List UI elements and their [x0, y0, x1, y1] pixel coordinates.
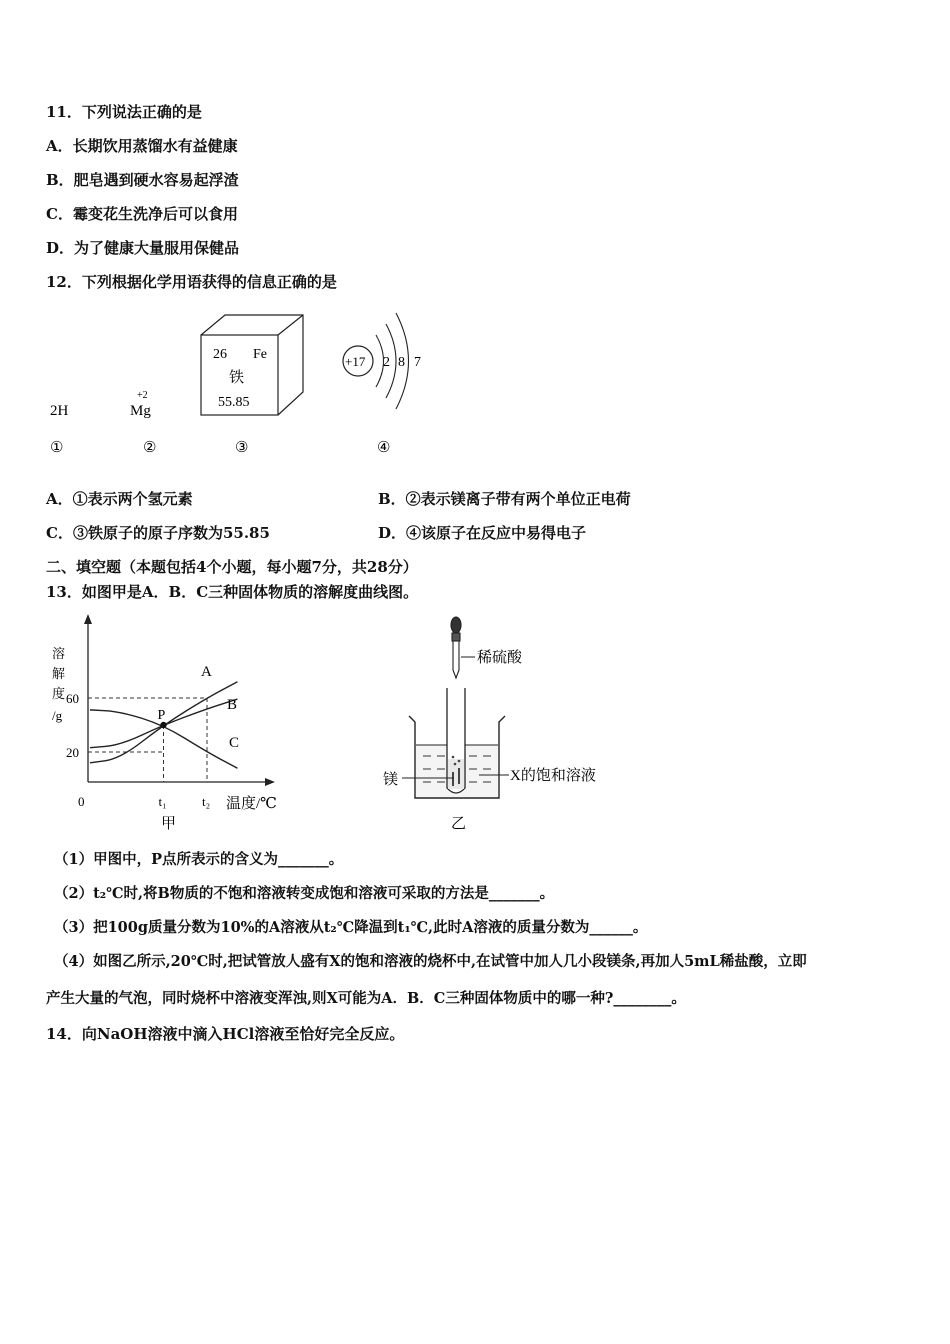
shell-count-3: 7	[414, 355, 421, 370]
q12-label-4: ④	[377, 440, 391, 456]
dropper	[451, 617, 461, 678]
q12-label-2: ②	[143, 440, 157, 456]
y-label-char-1: 溶	[52, 646, 66, 661]
q12-label-1: ①	[50, 440, 64, 456]
q13-part-1: （1）甲图中，P点所表示的含义为_______。	[54, 851, 344, 868]
periodic-cell-symbol: Fe	[253, 347, 267, 362]
metal-label: 镁	[383, 772, 399, 788]
q11-stem: 11．下列说法正确的是	[46, 103, 202, 121]
q14-stem: 14．向NaOH溶液中滴入HCl溶液至恰好完全反应。	[46, 1025, 405, 1043]
apparatus-figure	[375, 612, 620, 837]
q12-option-d: D．④该原子在反应中易得电子	[378, 524, 587, 542]
q12-item2-charge: +2	[137, 390, 148, 401]
q13-part-2: （2）t₂℃时,将B物质的不饱和溶液转变成饱和溶液可采取的方法是_______。	[54, 885, 555, 902]
x-tick-t1: t₁	[158, 794, 167, 809]
q12-option-a: A．①表示两个氢元素	[46, 490, 193, 508]
x-axis-arrow	[265, 778, 275, 786]
chart-caption: 甲	[161, 816, 177, 832]
apparatus-caption: 乙	[451, 816, 467, 832]
q13-part-4: （4）如图乙所示,20℃时,把试管放人盛有X的饱和溶液的烧杯中,在试管中加人几小段镁条,再加人5mL稀盐酸，立即	[54, 953, 807, 970]
curve-label-c: C	[229, 735, 240, 751]
q12-figure	[40, 300, 460, 465]
q12-label-3: ③	[235, 440, 249, 456]
periodic-cell	[201, 315, 303, 415]
q11-option-c: C．霉变花生洗净后可以食用	[46, 205, 238, 223]
y-tick-60: 60	[66, 691, 79, 706]
section-heading: 二、填空题（本题包括4个小题，每小题7分，共28分）	[46, 558, 418, 576]
periodic-cell-mass: 55.85	[218, 395, 250, 410]
nucleus-charge: +17	[345, 354, 366, 369]
y-axis-arrow	[84, 614, 92, 624]
q13-part-4-cont: 产生大量的气泡，同时烧杯中溶液变浑浊,则X可能为A．B．C三种固体物质中的哪一种?________。	[46, 990, 686, 1007]
y-label-char-3: 度	[52, 686, 66, 701]
solution-label: X的饱和溶液	[510, 768, 596, 784]
curve-label-a: A	[201, 664, 212, 680]
periodic-cell-number: 26	[213, 347, 227, 362]
q11-option-d: D．为了健康大量服用保健品	[46, 239, 240, 257]
origin-label: 0	[78, 794, 85, 809]
q12-item2-symbol: Mg	[130, 403, 151, 419]
q12-item1-text: 2H	[50, 403, 69, 419]
q13-stem: 13．如图甲是A．B．C三种固体物质的溶解度曲线图。	[46, 583, 419, 601]
periodic-cell-name: 铁	[229, 370, 245, 386]
q12-stem: 12．下列根据化学用语获得的信息正确的是	[46, 273, 337, 291]
solubility-chart	[40, 610, 290, 835]
y-label-char-2: 解	[52, 666, 66, 681]
q11-option-a: A．长期饮用蒸馏水有益健康	[46, 137, 238, 155]
shell-count-2: 8	[398, 355, 405, 370]
y-label-char-4: /g	[52, 708, 63, 723]
q13-part-3: （3）把100g质量分数为10%的A溶液从t₂℃降温到t₁℃,此时A溶液的质量分数为______。	[54, 919, 648, 936]
q12-option-b: B．②表示镁离子带有两个单位正电荷	[378, 490, 631, 508]
acid-label: 稀硫酸	[477, 650, 523, 666]
curve-label-b: B	[227, 696, 238, 713]
x-tick-t2: t₂	[202, 794, 211, 809]
shell-count-1: 2	[383, 355, 390, 370]
q11-option-b: B．肥皂遇到硬水容易起浮渣	[46, 171, 239, 189]
point-p-label: P	[157, 708, 166, 723]
y-tick-20: 20	[66, 745, 79, 760]
x-axis-label: 温度/℃	[226, 796, 277, 812]
q12-option-c: C．③铁原子的原子序数为55.85	[46, 524, 270, 542]
